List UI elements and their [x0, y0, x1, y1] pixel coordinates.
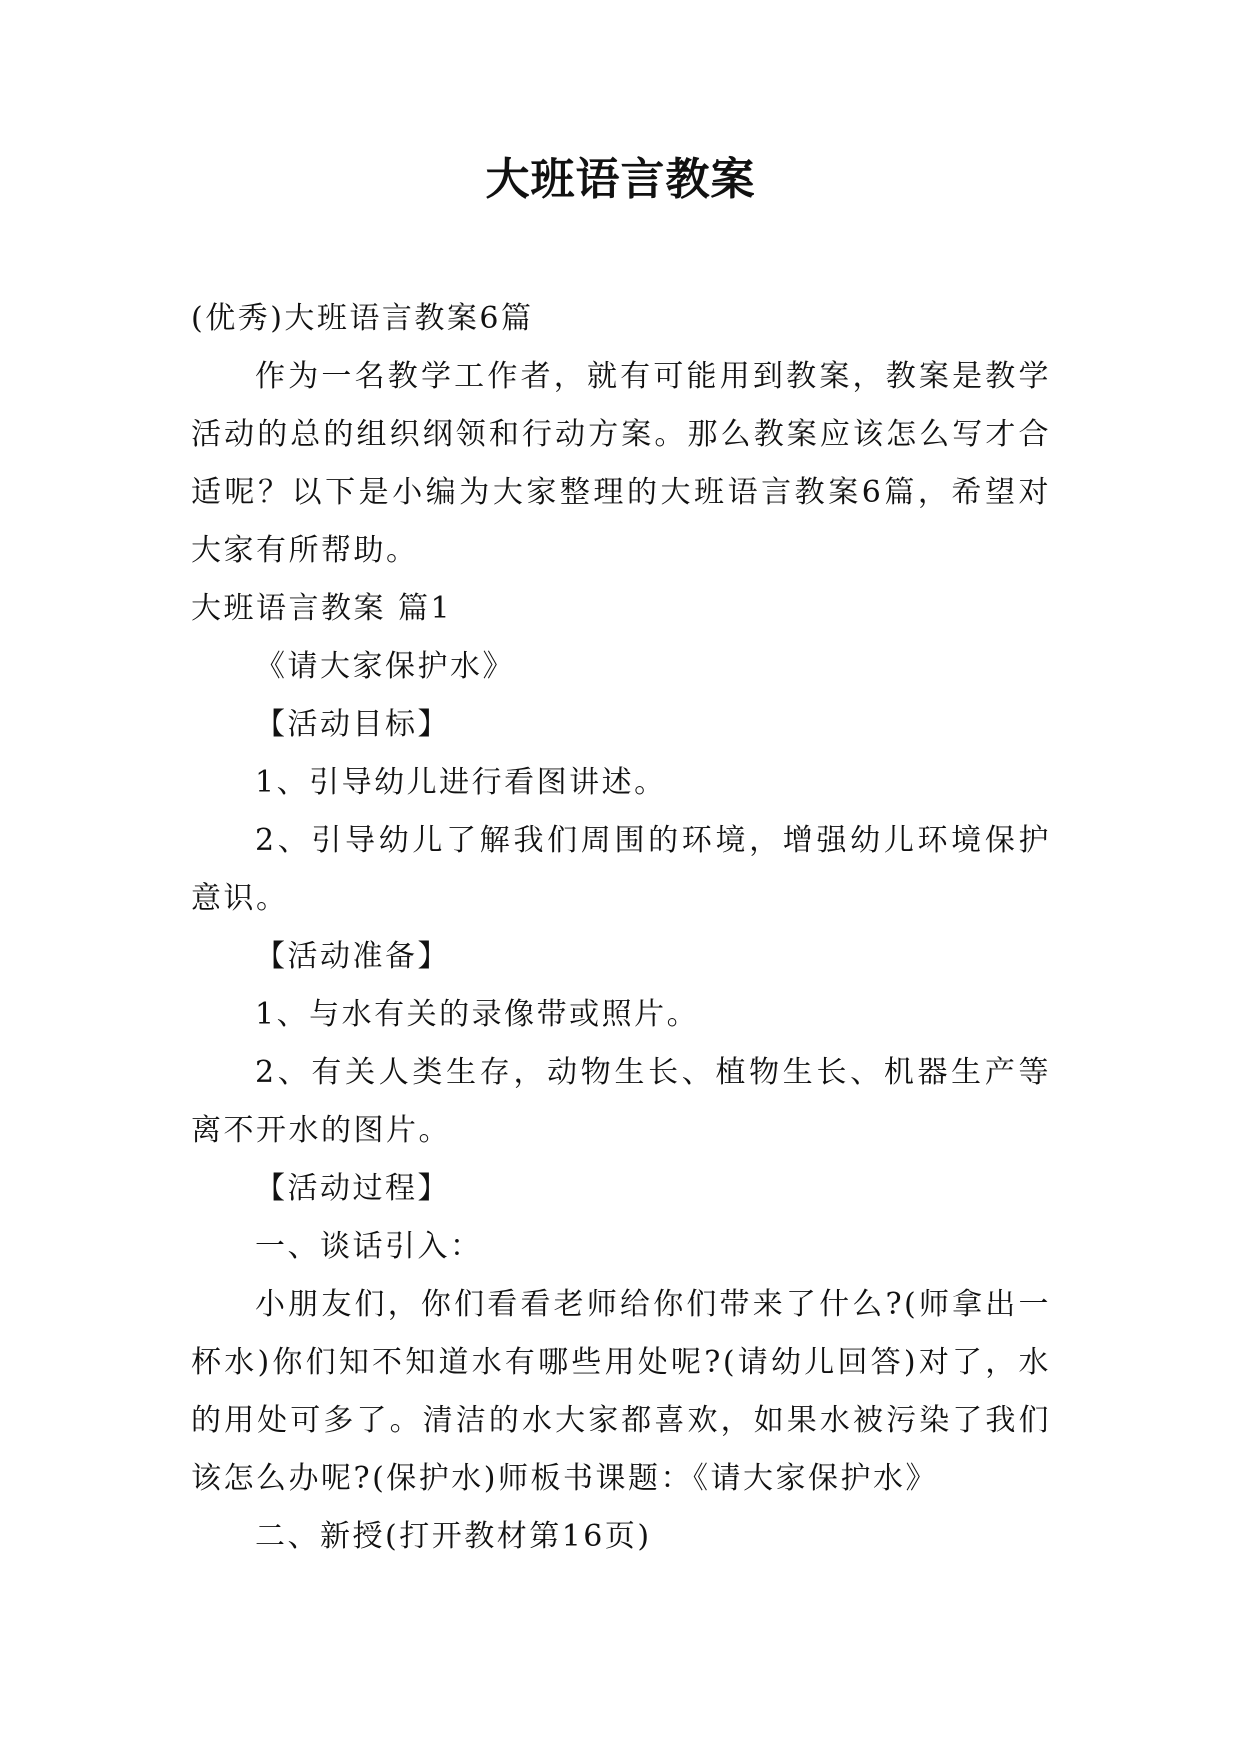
- prep-item-1: 1、与水有关的录像带或照片。: [255, 997, 700, 1032]
- process-heading: 【活动过程】: [255, 1171, 450, 1206]
- intro-paragraph: 作为一名教学工作者，就有可能用到教案，教案是教学活动的总的组织纲领和行动方案。那么教案应该怎么写才合适呢？以下是小编为大家整理的大班语言教案6篇，希望对大家有所帮助。: [191, 359, 1051, 568]
- goal-heading: 【活动目标】: [255, 707, 450, 742]
- prep-heading: 【活动准备】: [255, 939, 450, 974]
- goal-item-2: 2、引导幼儿了解我们周围的环境，增强幼儿环境保护意识。: [191, 823, 1051, 916]
- step-1-heading: 一、谈话引入：: [255, 1229, 483, 1264]
- subtitle-paragraph: (优秀)大班语言教案6篇: [191, 301, 534, 336]
- prep-item-2: 2、有关人类生存，动物生长、植物生长、机器生产等离不开水的图片。: [191, 1055, 1051, 1148]
- lesson-title: 《请大家保护水》: [255, 649, 515, 684]
- goal-item-1: 1、引导幼儿进行看图讲述。: [255, 765, 667, 800]
- section-heading: 大班语言教案 篇1: [191, 591, 453, 626]
- step-2-heading: 二、新授(打开教材第16页): [255, 1519, 652, 1554]
- document-body: [191, 290, 1051, 1566]
- document-title: 大班语言教案: [485, 154, 756, 205]
- step-1-paragraph: 小朋友们，你们看看老师给你们带来了什么?(师拿出一杯水)你们知不知道水有哪些用处呢?(请幼儿回答)对了，水的用处可多了。清洁的水大家都喜欢，如果水被污染了我们该怎么办呢?(保护水)师板书课题：《请大家保护水》: [191, 1287, 1051, 1496]
